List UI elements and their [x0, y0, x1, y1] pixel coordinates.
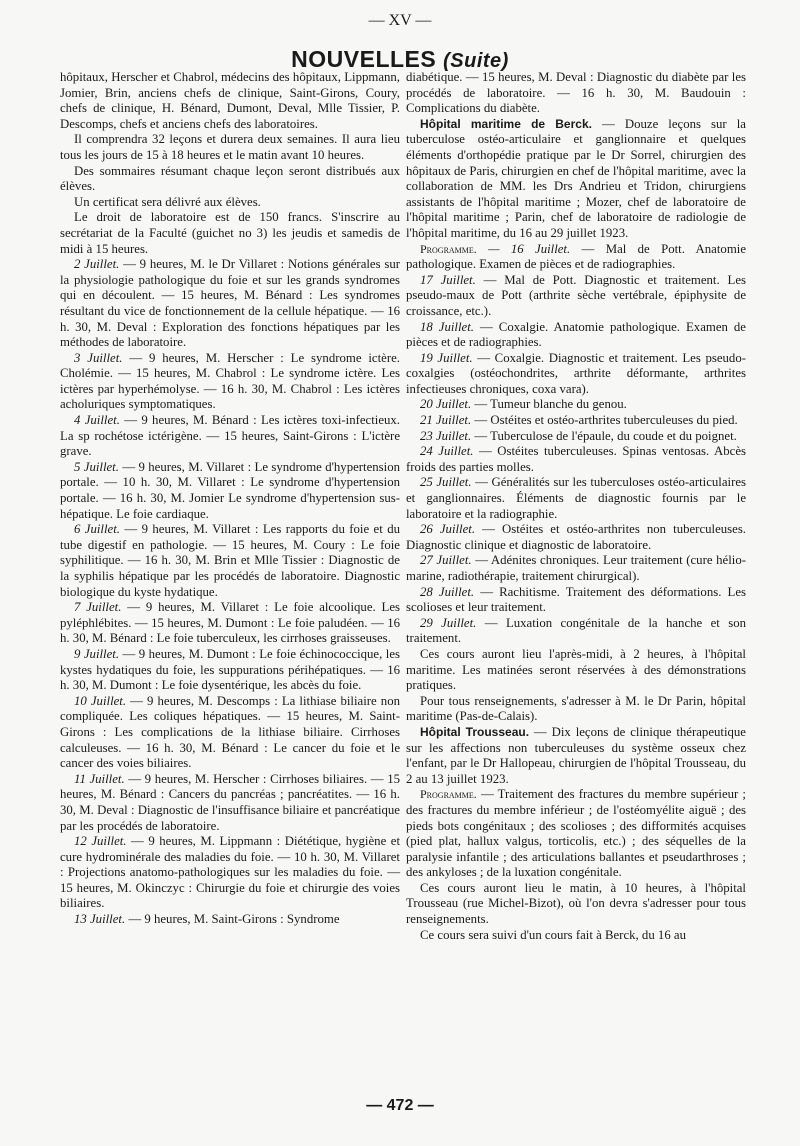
lesson-date: 5 Juillet. [74, 459, 119, 474]
lesson-date: 19 Juillet. [420, 350, 473, 365]
paragraph-text: — Luxation congénitale de la hanche et son traitement. [406, 615, 746, 646]
paragraph-text: — Dix leçons de clinique thérapeutique sur les affections non tuberculeuses du système osseux chez l'enfant, par le Dr Hallopeau, chirurgien de l'hôpital Trousseau, du 2 au 13 juillet 1923. [406, 724, 746, 786]
paragraph-text: — Coxalgie. Diagnostic et traitement. Les pseudo-coxalgies (ostéochondrites, arthrite déformante, arthrites infectieuses chroniques, coxa vara). [406, 350, 746, 396]
lesson-date: 23 Juillet. [420, 428, 472, 443]
lesson-date: — 16 Juillet. [476, 241, 571, 256]
paragraph-text: Ces cours auront lieu le matin, à 10 heures, à l'hôpital Trousseau (rue Michel-Bizot), où l'on devra s'adresser pour tous renseignements. [406, 880, 746, 927]
paragraph [60, 522, 400, 600]
paragraph [406, 70, 746, 117]
lesson-date: 10 Juillet. [74, 693, 127, 708]
paragraph-text: — Rachitisme. Traitement des déformations. Les scolioses et leur traitement. [406, 584, 746, 615]
section-heading: Hôpital maritime de Berck. [420, 116, 592, 131]
paragraph-text: — Douze leçons sur la tuberculose ostéo-articulaire et ganglionnaire et quelques éléments d'orthopédie pratique par le Dr Sorrel, chirurgien des hôpitaux de Paris, chirurgien en chef de l'hôpital maritime, avec la collaboration de MM. les Drs Andrieu et Tridon, chirurgiens assistants de l'hôpital maritime ; Mozer, chef de laboratoire de l'hôpital maritime ; Parin, chef de laboratoire de radiologie de l'hôpital maritime, du 16 au 29 juillet 1923. [406, 116, 746, 240]
programme-label: Programme. [420, 241, 477, 256]
paragraph [406, 444, 746, 475]
paragraph [60, 600, 400, 647]
paragraph [406, 351, 746, 398]
lesson-date: 25 Juillet. [420, 475, 472, 490]
lesson-date: 24 Juillet. [420, 444, 474, 459]
paragraph-text: — 9 heures, M. Herscher : Cirrhoses biliaires. — 15 heures, M. Bénard : Cancers du pancréas ; pancréatites. — 16 h. 30, M. Deval : Diagnostic de l'insuffisance biliaire et pancréatique par les procédés de laboratoire. [60, 771, 400, 833]
paragraph-text: — Ostéites et ostéo-arthrites tuberculeuses du pied. [471, 413, 738, 428]
lesson-date: 6 Juillet. [74, 522, 120, 537]
paragraph [406, 522, 746, 553]
paragraph-text: — 9 heures, M. Dumont : Le foie échinococcique, les kystes hydatiques du foie, les suppurations périhépatiques. — 16 h. 30, M. Dumont : Le foie dysentérique, les abcès du foie. [60, 646, 400, 693]
paragraph-text: — Généralités sur les tuberculoses ostéo-articulaires et ganglionnaires. Éléments de diagnostic fournis par le laboratoire et la radiographie. [406, 475, 746, 521]
paragraph-text: — 9 heures, M. Saint-Girons : Syndrome [125, 912, 340, 927]
lesson-date: 29 Juillet. [420, 615, 477, 630]
lesson-date: 26 Juillet. [420, 522, 476, 537]
paragraph [406, 787, 746, 881]
paragraph-text: — Traitement des fractures du membre supérieur ; des fractures du membre inférieur ; de l'ostéomyélite aiguë ; des pieds bots congénitaux ; des scolioses ; des difformités acquises (pied plat, hallux valgus, torticolis, etc.) ; des séquelles de la paralysie infantile ; des articulations ballantes et pseudarthroses ; des ankyloses ; de la luxation congénitale. [406, 787, 746, 880]
paragraph [406, 725, 746, 787]
paragraph-text: Pour tous renseignements, s'adresser à M. le Dr Parin, hôpital maritime (Pas-de-Calais). [406, 693, 746, 724]
paragraph [60, 413, 400, 460]
paragraph [406, 928, 746, 944]
paragraph [406, 647, 746, 694]
lesson-date: 28 Juillet. [420, 584, 475, 599]
paragraph [60, 772, 400, 834]
paragraph-text: — 9 heures, M. Lippmann : Diététique, hygiène et cure hydrominérale des maladies du foie. — 10 h. 30, M. Villaret : Projections anatomo-pathologiques sur les maladies du foie. — 15 heures, M. Okinczyc : Chirurgie du foie et chirurgie des voies biliaires. [60, 834, 401, 911]
paragraph-text: — Coxalgie. Anatomie pathologique. Examen de pièces et de radiographies. [406, 319, 746, 350]
paragraph-text: — Adénites chroniques. Leur traitement (cure hélio-marine, radiothérapie, traitement chirurgical). [406, 553, 746, 583]
paragraph: Un certificat sera délivré aux élèves. [74, 194, 261, 209]
left-column [60, 70, 400, 928]
paragraph [406, 616, 746, 647]
paragraph [406, 553, 746, 584]
lesson-date: 17 Juillet. [420, 272, 476, 287]
paragraph-text: diabétique. — 15 heures, M. Deval : Diagnostic du diabète par les procédés de laboratoire. — 16 h. 30, M. Baudouin : Complications du diabète. [406, 70, 746, 116]
paragraph-text: — Ostéites tuberculeuses. Spinas ventosas. Abcès froids des parties molles. [406, 444, 746, 474]
paragraph-text: — 9 heures, M. Herscher : Le syndrome ictère. Cholémie. — 15 heures, M. Chabrol : Le syndrome ictère. Les ictères par hyperhémolyse. — 16 h. 30, M. Chabrol : Les ictères acholuriques symptomatiques. [60, 350, 400, 412]
lesson-date: 7 Juillet. [74, 600, 122, 615]
lesson-date: 11 Juillet. [74, 771, 125, 786]
paragraph [406, 429, 746, 445]
paragraph-text: Ce cours sera suivi d'un cours fait à Berck, du 16 au [420, 927, 686, 942]
paragraph: hôpitaux, Herscher et Chabrol, médecins des hôpitaux, Lippmann, Jomier, Brin, anciens chefs de clinique, Saint-Girons, Coury, chefs de clinique, H. Bénard, Dumont, Deval, Mlle Tissier, P. Descomps, chefs et anciens chefs des laboratoires. [60, 70, 400, 131]
paragraph [406, 475, 746, 522]
paragraph [406, 320, 746, 351]
paragraph-text: — Tuberculose de l'épaule, du coude et du poignet. [471, 428, 737, 443]
paragraph-text: — 9 heures, M. Descomps : La lithiase biliaire non compliquée. Les coliques hépatiques. — 15 heures, M. Saint-Girons : Les complications de la lithiase biliaire. Cirrhoses calculeuses. — 16 h. 30, M. Bénard : Le cancer du foie et le cancer des voies biliaires. [60, 693, 400, 771]
section-title [0, 46, 800, 73]
paragraph [406, 117, 746, 242]
programme-label: Programme. [420, 787, 477, 802]
paragraph-text: — 9 heures, M. Villaret : Le foie alcoolique. Les pyléphlébites. — 15 heures, M. Dumont : Le foie paludéen. — 16 h. 30, M. Bénard : Le foie tuberculeux, les cirrhoses graisseuses. [60, 600, 400, 646]
roman-page-number: — XV — [368, 12, 432, 29]
lesson-date: 9 Juillet. [74, 646, 120, 661]
paragraph-text: — Mal de Pott. Diagnostic et traitement. Les pseudo-maux de Pott (arthrite sèche vertébrale, épiphysite de croissance, etc.). [406, 272, 746, 318]
page-folio: — 472 — [366, 1097, 434, 1114]
title-suite: (Suite) [443, 50, 509, 72]
paragraph-text: — Mal de Pott. Anatomie pathologique. Examen de pièces et de radiographies. [406, 241, 747, 272]
paragraph [60, 834, 400, 912]
paragraph-text: — 9 heures, M. Bénard : Les ictères toxi-infectieux. La sp rochétose ictérigène. — 15 heures, Saint-Girons : L'ictère grave. [60, 413, 401, 459]
paragraph [406, 397, 746, 413]
title-text: NOUVELLES [291, 46, 437, 72]
lesson-date: 3 Juillet. [74, 350, 123, 365]
paragraph [60, 351, 400, 413]
right-column [406, 70, 746, 943]
paragraph: Il comprendra 32 leçons et durera deux semaines. Il aura lieu tous les jours de 15 à 18 heures et le matin avant 10 heures. [60, 132, 400, 162]
paragraph-text: — 9 heures, M. Villaret : Les rapports du foie et du tube digestif en pathologie. — 15 heures, M. Coury : Le foie syphilitique. — 16 h. 30, M. Brin et Mlle Tissier : Diagnostic de la syphilis hépatique par les procédés de laboratoire. Diagnostic biologique du kyste hydatique. [60, 522, 400, 599]
lesson-date: 4 Juillet. [74, 413, 120, 428]
paragraph [406, 694, 746, 725]
paragraph-text: — Ostéites et ostéo-arthrites non tuberculeuses. Diagnostic clinique et diagnostic de laboratoire. [406, 522, 746, 552]
paragraph [60, 647, 400, 694]
section-heading: Hôpital Trousseau. [420, 724, 530, 739]
paragraph [60, 460, 400, 522]
paragraph [60, 257, 400, 351]
paragraph: Le droit de laboratoire est de 150 francs. S'inscrire au secrétariat de la Faculté (guichet no 3) les jeudis et samedis de midi à 15 heures. [60, 210, 400, 256]
paragraph-text: — 9 heures, M. le Dr Villaret : Notions générales sur la physiologie pathologique du foie et sur les grands syndromes qui en découlent. — 15 heures, M. Bénard : Les syndromes résultant du vice de fonctionnement de la cellule hépatique. — 16 h. 30, M. Deval : Exploration des fonctions hépatiques par les méthodes de laboratoire. [60, 257, 400, 350]
lesson-date: 27 Juillet. [420, 553, 472, 568]
lesson-date: 18 Juillet. [420, 319, 474, 334]
lesson-date: 12 Juillet. [74, 834, 127, 849]
lesson-date: 2 Juillet. [74, 257, 120, 272]
paragraph-text: — Tumeur blanche du genou. [471, 397, 627, 412]
paragraph [60, 694, 400, 772]
lesson-date: 21 Juillet. [420, 413, 472, 428]
paragraph [406, 585, 746, 616]
paragraph-text: Ces cours auront lieu l'après-midi, à 2 heures, à l'hôpital maritime. Les matinées seront réservées à des démonstrations pratiques. [406, 646, 746, 693]
paragraph [406, 242, 746, 273]
paragraph [406, 273, 746, 320]
paragraph-text: — 9 heures, M. Villaret : Le syndrome d'hypertension portale. — 10 h. 30, M. Villaret : Le syndrome d'hypertension portale. — 16 h. 30, M. Jomier Le syndrome d'hypertension sus-hépatique. Le foie cardiaque. [60, 459, 401, 521]
paragraph: Des sommaires résumant chaque leçon seront distribués aux élèves. [60, 163, 400, 194]
lesson-date: 13 Juillet. [74, 912, 126, 927]
paragraph [406, 881, 746, 928]
lesson-date: 20 Juillet. [420, 397, 472, 412]
paragraph [60, 912, 400, 928]
paragraph [406, 413, 746, 429]
